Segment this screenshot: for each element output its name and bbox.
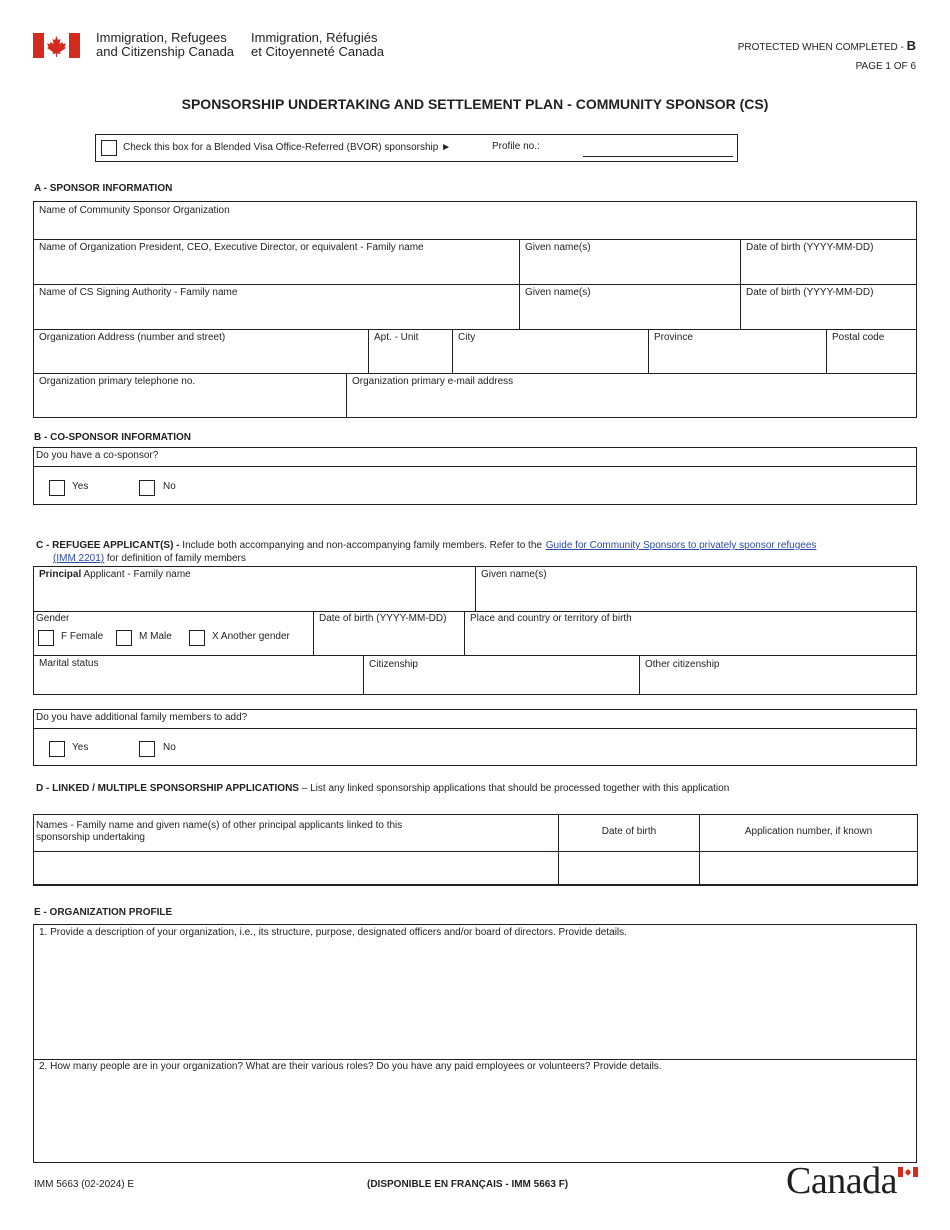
principal-dob-label: Date of birth (YYYY-MM-DD) <box>319 613 447 624</box>
page-number: PAGE 1 OF 6 <box>855 61 916 72</box>
signing-dob-label: Date of birth (YYYY-MM-DD) <box>746 287 874 298</box>
dept-en-line2: and Citizenship Canada <box>96 44 235 59</box>
signing-dob-field[interactable] <box>740 284 917 330</box>
postal-field[interactable] <box>826 329 917 374</box>
guide-link-code[interactable]: (IMM 2201) <box>53 553 105 564</box>
linked-header-appno <box>699 814 918 852</box>
president-dob-field[interactable] <box>740 239 917 285</box>
principal-family-label <box>39 569 191 580</box>
principal-given-label: Given name(s) <box>481 569 547 580</box>
other-citizenship-field[interactable] <box>639 655 917 695</box>
org-description-field[interactable] <box>33 924 917 1060</box>
postal-label: Postal code <box>832 332 885 343</box>
apt-field[interactable] <box>368 329 453 374</box>
dept-fr-line1: Immigration, Réfugiés <box>251 30 378 45</box>
phone-field[interactable] <box>33 373 347 418</box>
apt-label: Apt. - Unit <box>374 332 419 343</box>
marital-status-field[interactable] <box>33 655 364 695</box>
province-field[interactable] <box>648 329 827 374</box>
signing-family-label: Name of CS Signing Authority - Family name <box>39 287 238 298</box>
president-given-label: Given name(s) <box>525 242 591 253</box>
co-sponsor-yes-label: Yes <box>72 481 89 492</box>
address-field[interactable] <box>33 329 369 374</box>
additional-members-answer-row <box>33 728 917 766</box>
president-family-label: Name of Organization President, CEO, Executive Director, or equivalent - Family name <box>39 242 424 253</box>
org-description-question: 1. Provide a description of your organization, i.e., its structure, purpose, designated officers and/or board of directors. Provide details. <box>39 927 627 938</box>
profile-label: Profile no.: <box>492 141 540 152</box>
form-title: SPONSORSHIP UNDERTAKING AND SETTLEMENT PLAN - COMMUNITY SPONSOR (CS) <box>181 96 769 112</box>
bvor-label: Check this box for a Blended Visa Office-Referred (BVOR) sponsorship ► <box>123 142 452 153</box>
org-people-field[interactable] <box>33 1059 917 1163</box>
other-citizenship-label: Other citizenship <box>645 659 720 670</box>
co-sponsor-yes-checkbox[interactable] <box>49 480 65 496</box>
additional-members-question-row <box>33 709 917 729</box>
president-family-field[interactable] <box>33 239 520 285</box>
co-sponsor-no-checkbox[interactable] <box>139 480 155 496</box>
signing-family-field[interactable] <box>33 284 520 330</box>
principal-rest: Applicant - Family name <box>83 569 191 580</box>
male-checkbox[interactable] <box>116 630 132 646</box>
canada-wordmark <box>786 1161 897 1201</box>
section-b-title: B - CO-SPONSOR INFORMATION <box>34 432 192 443</box>
section-c-title: C - REFUGEE APPLICANT(S) - <box>36 540 180 551</box>
wordmark-flag-icon <box>898 1167 918 1177</box>
linked-dob-input[interactable] <box>558 851 700 886</box>
gender-label: Gender <box>36 613 70 624</box>
linked-appno-input[interactable] <box>699 851 918 886</box>
co-sponsor-no-label: No <box>163 481 176 492</box>
section-e-title: E - ORGANIZATION PROFILE <box>34 907 173 918</box>
citizenship-field[interactable] <box>363 655 640 695</box>
signing-given-label: Given name(s) <box>525 287 591 298</box>
president-given-field[interactable] <box>519 239 741 285</box>
form-id: IMM 5663 (02-2024) E <box>34 1179 135 1190</box>
linked-appno-header: Application number, if known <box>744 826 873 837</box>
org-people-question: 2. How many people are in your organization? What are their various roles? Do you have any paid employees or volunteers? Provide details. <box>39 1061 662 1072</box>
dept-name-french <box>251 31 384 59</box>
email-label: Organization primary e-mail address <box>352 376 514 387</box>
linked-names-header-line1: Names - Family name and given name(s) of other principal applicants linked to this <box>36 820 403 831</box>
female-label: F Female <box>61 631 104 642</box>
signing-given-field[interactable] <box>519 284 741 330</box>
principal-family-field[interactable] <box>33 566 476 612</box>
co-sponsor-answer-row <box>33 466 917 505</box>
principal-dob-field[interactable] <box>313 611 465 656</box>
bvor-box <box>95 134 738 162</box>
protected-text: PROTECTED WHEN COMPLETED - <box>737 42 904 53</box>
email-field[interactable] <box>346 373 917 418</box>
additional-no-label: No <box>163 742 176 753</box>
linked-names-header-line2: sponsorship undertaking <box>36 832 145 843</box>
section-c-intro-text: Include both accompanying and non-accompanying family members. Refer to the <box>182 540 542 551</box>
canada-flag-logo <box>33 33 80 58</box>
additional-yes-label: Yes <box>72 742 89 753</box>
citizenship-label: Citizenship <box>369 659 418 670</box>
city-label: City <box>458 332 476 343</box>
female-checkbox[interactable] <box>38 630 54 646</box>
section-d-desc: – List any linked sponsorship applications that should be processed together with this application <box>301 783 730 794</box>
co-sponsor-question: Do you have a co-sponsor? <box>36 450 159 461</box>
city-field[interactable] <box>452 329 649 374</box>
address-label: Organization Address (number and street) <box>39 332 226 343</box>
male-label: M Male <box>139 631 172 642</box>
section-a-title: A - SPONSOR INFORMATION <box>34 183 173 194</box>
section-d-heading <box>36 783 729 794</box>
principal-bold: Principal <box>39 569 82 580</box>
gender-field <box>33 611 314 656</box>
section-c-intro-end: for definition of family members <box>106 553 246 564</box>
org-name-field[interactable] <box>33 201 917 240</box>
additional-no-checkbox[interactable] <box>139 741 155 757</box>
profile-number-field[interactable] <box>583 143 733 157</box>
additional-yes-checkbox[interactable] <box>49 741 65 757</box>
section-d-title: D - LINKED / MULTIPLE SPONSORSHIP APPLICATIONS <box>36 783 299 794</box>
protected-notice <box>738 38 916 53</box>
section-c-intro <box>36 539 896 565</box>
another-gender-label: X Another gender <box>212 631 290 642</box>
additional-members-question: Do you have additional family members to add? <box>36 712 248 723</box>
another-gender-checkbox[interactable] <box>189 630 205 646</box>
protected-level: B <box>906 38 916 53</box>
marital-status-label: Marital status <box>39 658 99 669</box>
co-sponsor-question-row <box>33 447 917 467</box>
birthplace-field[interactable] <box>464 611 917 656</box>
guide-link[interactable]: Guide for Community Sponsors to privately sponsor refugees <box>545 540 817 551</box>
phone-label: Organization primary telephone no. <box>39 376 196 387</box>
province-label: Province <box>654 332 693 343</box>
linked-names-input[interactable] <box>33 851 559 886</box>
birthplace-label: Place and country or territory of birth <box>470 613 632 624</box>
dept-name-english <box>96 31 234 59</box>
canada-wordmark-text: Canada <box>786 1160 897 1202</box>
linked-header-dob <box>558 814 700 852</box>
french-availability: (DISPONIBLE EN FRANÇAIS - IMM 5663 F) <box>367 1179 569 1190</box>
president-dob-label: Date of birth (YYYY-MM-DD) <box>746 242 874 253</box>
bvor-checkbox[interactable] <box>101 140 117 156</box>
linked-header-names <box>33 814 559 852</box>
org-name-label: Name of Community Sponsor Organization <box>39 205 230 216</box>
dept-fr-line2: et Citoyenneté Canada <box>251 44 384 59</box>
dept-en-line1: Immigration, Refugees <box>96 30 227 45</box>
linked-dob-header: Date of birth <box>601 826 657 837</box>
linked-names-header <box>36 820 402 844</box>
principal-given-field[interactable] <box>475 566 917 612</box>
